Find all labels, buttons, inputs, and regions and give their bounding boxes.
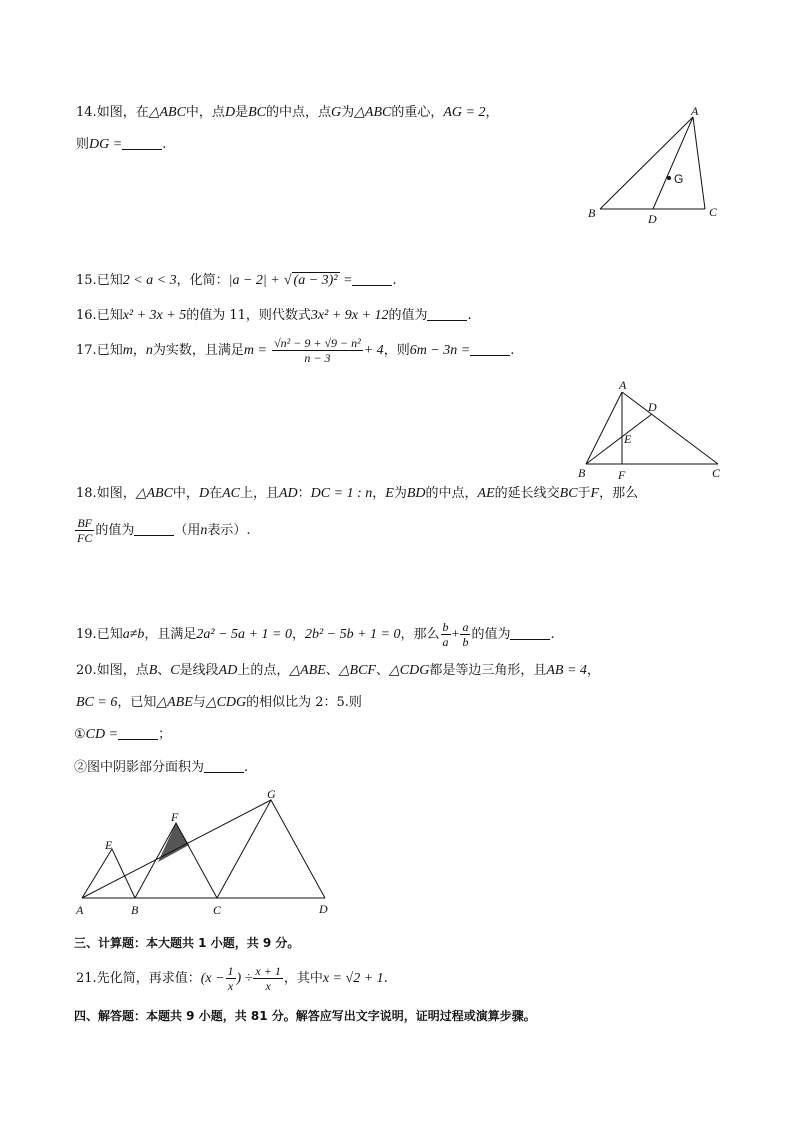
label-g: G (267, 787, 276, 801)
question-20-line-2 (76, 694, 362, 712)
text: 的中点，点 (265, 105, 331, 120)
math: 2a² − 5a + 1 = 0 (196, 627, 292, 642)
text: 为实数，且满足 (152, 343, 244, 358)
math: AD (278, 486, 298, 501)
text: 已知 (96, 273, 123, 288)
math-radicand: (a − 3)² (293, 273, 338, 288)
fraction-numerator: BF (75, 516, 94, 531)
section-4-heading: 四、解答题：本题共 9 小题，共 81 分。解答应写出文字说明，证明过程或演算步骤。 (74, 1009, 536, 1023)
math: 3x² + 9x + 12 (310, 308, 389, 323)
text: 都是等边三角形，且 (429, 663, 547, 678)
math: AD (218, 663, 238, 678)
question-number: 15. (76, 273, 97, 288)
fraction-denominator: a (442, 635, 449, 649)
fraction-numerator: a (462, 620, 469, 634)
label-c: C (213, 903, 222, 917)
question-number: 20. (76, 663, 97, 678)
question-20-line-1 (76, 662, 600, 680)
math: m = (243, 343, 267, 358)
sqrt-sign: √ (283, 273, 292, 288)
text: 是线段 (179, 663, 219, 678)
answer-blank (352, 273, 392, 286)
question-number: 21. (76, 971, 97, 986)
text: 如图，点 (96, 663, 149, 678)
text: 先化简，再求值： (96, 971, 201, 986)
text: 、 (157, 663, 171, 678)
triangle-abe (82, 849, 135, 898)
question-21 (76, 962, 388, 996)
question-14-line-1 (76, 104, 498, 122)
math: x² + 3x + 5 (122, 308, 187, 323)
fraction (272, 336, 363, 365)
text: 、 (325, 663, 339, 678)
question-number: 14. (76, 105, 97, 120)
text: 的值为 (388, 308, 428, 323)
text: 已知 (96, 343, 123, 358)
answer-blank (134, 523, 174, 536)
text: 上的点， (237, 663, 290, 678)
text: 的延长线交 (494, 486, 560, 501)
math: BC (559, 486, 578, 501)
label-b: B (588, 206, 596, 220)
text: 的值为 11，则代数式 (186, 308, 311, 323)
text: . (383, 971, 388, 986)
question-number: 17. (76, 343, 97, 358)
fraction-denominator: n − 3 (304, 351, 331, 365)
text: . (510, 343, 515, 358)
label-g: G (674, 172, 684, 186)
math: BD (406, 486, 426, 501)
text: 则 (76, 137, 90, 152)
label-e: E (105, 838, 113, 852)
question-15 (76, 272, 397, 290)
triangle-cdg (217, 800, 325, 898)
question-number: 19. (76, 627, 97, 642)
text: ，且满足 (144, 627, 197, 642)
point-g (667, 176, 671, 180)
question-19 (76, 618, 555, 652)
label-a: A (76, 903, 84, 917)
question-17 (76, 334, 514, 368)
text: 上，且 (239, 486, 279, 501)
math: + (451, 627, 460, 642)
math: BC = 6 (76, 695, 118, 710)
text: ， (291, 627, 305, 642)
text: ，那么 (599, 486, 639, 501)
math: a≠b (122, 627, 145, 642)
fraction-denominator: FC (77, 531, 93, 545)
text: 已知 (96, 627, 123, 642)
math: F (590, 486, 600, 501)
section-3-heading: 三、计算题：本大题共 1 小题，共 9 分。 (74, 936, 300, 950)
text: 表示） (207, 523, 247, 538)
math: DC = 1 : n (310, 486, 373, 501)
text: 已知 (96, 308, 123, 323)
fraction-bf-fc (75, 516, 94, 545)
math: △ABE (156, 695, 193, 710)
math: B (148, 663, 158, 678)
label-b: B (131, 903, 139, 917)
math: AG = 2 (443, 105, 486, 120)
question-number: 18. (76, 486, 97, 501)
fraction-denominator: x (265, 979, 271, 993)
text: ，则 (383, 343, 410, 358)
text: 为 (393, 486, 407, 501)
math: = (339, 273, 353, 288)
text: ① (74, 727, 86, 742)
text: ， (485, 105, 499, 120)
median-ad (653, 117, 693, 209)
figure-18-triangle (572, 378, 732, 483)
text: . (244, 760, 249, 775)
math: AE (477, 486, 495, 501)
math: 2 < a < 3 (122, 273, 177, 288)
label-e: E (624, 432, 632, 446)
math: CD = (85, 727, 119, 742)
question-20-sub-1 (74, 726, 171, 744)
segment-ac (622, 392, 718, 464)
math: △CDG (389, 663, 430, 678)
fraction-numerator: 1 (227, 964, 234, 978)
figure-20-equilateral-triangles (70, 787, 340, 922)
text: 为 (341, 105, 355, 120)
answer-blank (427, 308, 467, 321)
math: △ABC (354, 105, 392, 120)
label-d: D (648, 212, 657, 226)
text: 中， (172, 486, 199, 501)
text: ， (132, 343, 146, 358)
question-16 (76, 307, 472, 325)
text: ②图中阴影部分面积为 (74, 760, 205, 775)
math: BC (248, 105, 266, 120)
math: x = √2 + 1 (322, 971, 384, 986)
figure-14-triangle (585, 105, 745, 235)
math: △BCF (338, 663, 376, 678)
answer-blank (204, 760, 244, 773)
answer-blank (510, 627, 550, 640)
fraction-numerator: √n² − 9 + √9 − n² (274, 336, 361, 350)
math: 2b² − 5b + 1 = 0 (304, 627, 401, 642)
text: 的相似比为 2：5.则 (246, 695, 362, 710)
math: G (330, 105, 342, 120)
math: 6m − 3n = (409, 343, 471, 358)
text: . (162, 137, 167, 152)
math: ) ÷ (236, 971, 253, 986)
label-f: F (618, 468, 626, 482)
fraction-denominator: b (462, 635, 469, 649)
math: C (170, 663, 180, 678)
text: （用 (174, 523, 201, 538)
text: . (392, 273, 397, 288)
question-14-line-2 (76, 136, 166, 154)
math: E (385, 486, 394, 501)
label-b: B (578, 466, 586, 480)
fraction-x-plus-1-over-x (253, 964, 282, 993)
label-c: C (712, 466, 721, 480)
answer-blank (122, 137, 162, 150)
text: 如图， (96, 486, 136, 501)
math: AC (222, 486, 240, 501)
math: △ABE (289, 663, 326, 678)
text: 的重心， (391, 105, 444, 120)
text: 的值为 (95, 523, 135, 538)
fraction-1-x (226, 964, 236, 993)
label-d: D (319, 902, 328, 916)
math: △ABC (148, 105, 186, 120)
math: m (122, 343, 133, 358)
label-a: A (691, 105, 699, 118)
fraction-a-b (460, 620, 470, 649)
answer-blank (470, 343, 510, 356)
text: ，那么 (400, 627, 440, 642)
text: 的中点， (425, 486, 478, 501)
text: 的值为 (471, 627, 511, 642)
text: ， (586, 663, 600, 678)
question-18-line-1 (76, 485, 638, 503)
fraction-numerator: x + 1 (255, 964, 281, 978)
math: + 4 (363, 343, 384, 358)
text: . (467, 308, 472, 323)
text: 中，点 (185, 105, 225, 120)
text: ，其中 (283, 971, 323, 986)
question-18-line-2 (74, 514, 251, 548)
text: 如图，在 (96, 105, 149, 120)
math: D (198, 486, 210, 501)
segment-ab (600, 117, 693, 209)
label-f: F (171, 810, 179, 824)
math: △CDG (205, 695, 247, 710)
label-c: C (709, 205, 718, 219)
text: ； (158, 727, 172, 742)
segment-ac (693, 117, 705, 209)
math: |a − 2| + (228, 273, 280, 288)
answer-blank (118, 727, 158, 740)
math: DG = (89, 137, 123, 152)
question-number: 16. (76, 308, 97, 323)
text: 与 (192, 695, 206, 710)
segment-bd (586, 414, 652, 464)
math: D (224, 105, 236, 120)
math: n (145, 343, 153, 358)
text: 是 (235, 105, 249, 120)
segment-ab (586, 392, 622, 464)
text: ，化简： (176, 273, 229, 288)
text: . (550, 627, 555, 642)
math: n (200, 523, 208, 538)
text: 于 (577, 486, 591, 501)
text: ： (297, 486, 311, 501)
fraction-b-a (441, 620, 451, 649)
math: △ABC (135, 486, 173, 501)
label-d: D (648, 400, 657, 414)
label-a: A (619, 378, 627, 392)
text: 在 (209, 486, 223, 501)
text: ，已知 (117, 695, 157, 710)
fraction-denominator: x (227, 979, 234, 993)
question-20-sub-2 (74, 759, 248, 777)
text: ， (372, 486, 386, 501)
text: 、 (375, 663, 389, 678)
math: AB = 4 (546, 663, 587, 678)
text: . (246, 523, 251, 538)
math: (x − (200, 971, 225, 986)
fraction-numerator: b (442, 620, 449, 634)
